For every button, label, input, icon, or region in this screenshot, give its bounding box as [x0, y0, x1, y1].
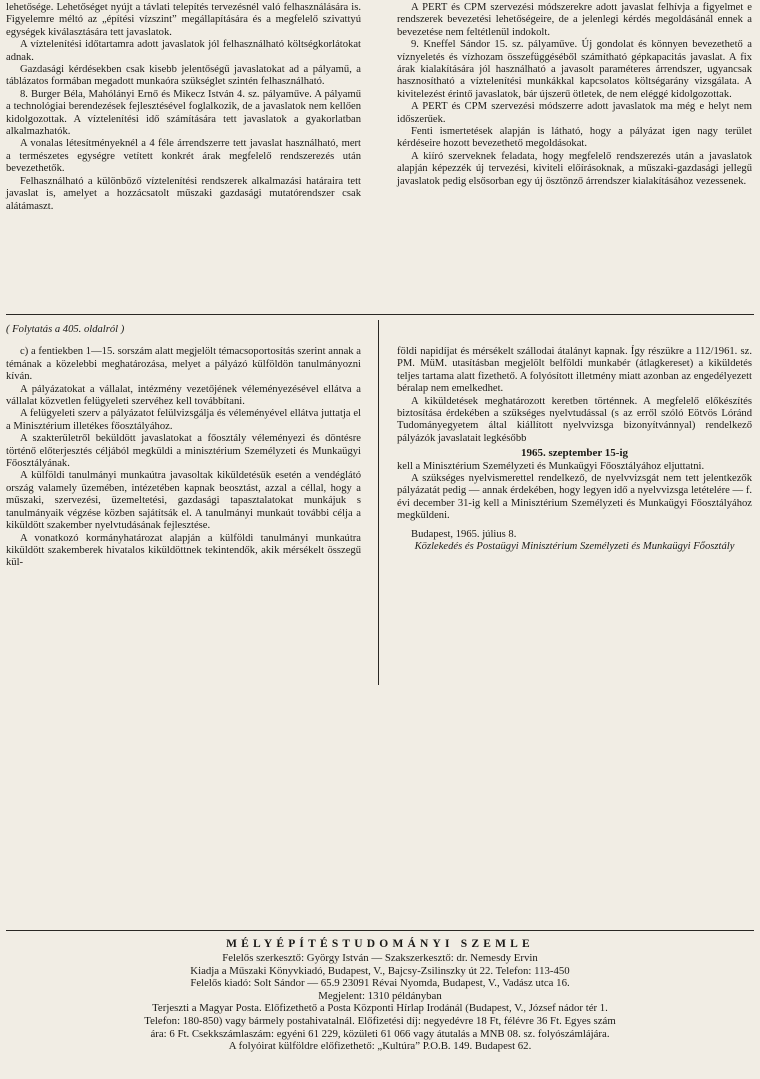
- paragraph: A szakterületről beküldött javaslatokat a főosztály véleményezi és döntésre történő előterjesztés céljából megküldi a minisztérium Személyzeti és Munkaügyi Főosztályának.: [6, 433, 361, 470]
- paragraph: földi napidíjat és mérsékelt szállodai átalányt kapnak. Így részükre a 112/1961. sz. PM. MüM. utasításban megjelölt belföldi munkabér (átlagkereset) a kiküldetés teljes tartama alatt fizethető. A folyósított illetmény miatt azonban az engedélyezett béralap nem emelkedhet.: [397, 346, 752, 395]
- imprint-line: A folyóirat külföldre előfizethető: „Kultúra” P.O.B. 149. Budapest 62.: [228, 1040, 532, 1053]
- imprint: [0, 938, 760, 1053]
- paragraph: c) a fentiekben 1—15. sorszám alatt megjelölt témacsoportosítás szerint annak a témának a közelebbi meghatározása, melyet a pályázó külföldön tanulmányozni kíván.: [6, 346, 361, 383]
- signature: Közlekedés és Postaügyi Minisztérium Személyzeti és Munkaügyi Főosztály: [414, 541, 735, 553]
- paragraph: A kiküldetések meghatározott keretben történnek. A megfelelő előkészítés biztosítása érdekében a szükséges nyelvtudással (s az erről szóló Eötvös Lóránd Tudományegyetem által kiállított nyelvvizsga bizonyítvánnyal) rendelkező pályázók javaslatait legkésőbb: [397, 395, 752, 444]
- paragraph: A kiíró szerveknek feladata, hogy megfelelő rendszerezés után a javaslatok alapján képezzék új tervezési, kiviteli előírásoknak, a műszaki-gazdasági jellegű javaslatok pedig elsősorban egy új ösztönző árrendszer kialakításához vezessenek.: [397, 150, 752, 187]
- paragraph: A vonalas létesítményeknél a 4 féle árrendszerre tett javaslat használható, mert a természetes egységre vetített konkrét árak megfelelő rendszerezés után bevezethetők.: [6, 138, 361, 175]
- paragraph: lehetősége. Lehetőséget nyújt a távlati telepítés tervezésnél való felhasználására is. Figyelemre méltó az „építési vízszint” megállapítására és a megfelelő szivattyú egységek kiválasztására tett javaslatok.: [6, 2, 361, 38]
- imprint-line: Telefon: 180-850) vagy bármely postahivatalnál. Előfizetési díj: negyedévre 18 Ft, félévre 36 Ft. Egyes szám: [144, 1014, 616, 1027]
- paragraph: 8. Burger Béla, Mahólányi Ernő és Mikecz István 4. sz. pályaműve. A pályamű a technológiai berendezések fejlesztésével foglalkozik, de a javaslatok nem kellően kidolgozottak. A víztelenítési idő számítására tett javaslatok a gyakorlatban alkalmazhatók.: [6, 88, 361, 138]
- paragraph: A PERT és CPM szervezési módszerekre adott javaslat felhívja a figyelmet e rendszerek bevezetési lehetőségeire, de a jelenlegi kérdés megoldásánál ennek a bevezetése nem feltétlenül indokolt.: [397, 2, 752, 38]
- place-date: Budapest, 1965. július 8.: [411, 528, 517, 540]
- announcement-column-right: [397, 346, 752, 554]
- column-divider: [378, 320, 379, 685]
- continuation-note: ( Folytatás a 405. oldalról ): [6, 324, 125, 335]
- paragraph: A PERT és CPM szervezési módszerre adott javaslatok ma még e helyt nem időszerűek.: [397, 101, 752, 125]
- paragraph: 9. Kneffel Sándor 15. sz. pályaműve. Új gondolat és könnyen bevezethető a víznyeletés és vízhozam összefüggéséből számítható gépkapacitás javaslat. A fix árak kialakítására jól használható a javasolt paraméteres árrendszer, ugyancsak hasznosítható a víztelenítési munkákkal kapcsolatos költségarány vizsgálata. A kivitelezést érintő javaslatok, bár újszerű ötletek, de nem eléggé kidolgozottak.: [397, 39, 752, 100]
- imprint-line: Terjeszti a Magyar Posta. Előfizethető a Posta Központi Hírlap Irodánál (Budapest, V., József nádor tér 1.: [152, 1002, 608, 1015]
- imprint-line: Megjelent: 1310 példányban: [318, 989, 442, 1002]
- article-column-right-top: [397, 2, 752, 188]
- paragraph: A külföldi tanulmányi munkaútra javasoltak kiküldetésük esetén a vendéglátó ország valamely üzemében, intézetében kapnak beosztást, azzal a céllal, hogy a műszaki, szervezési, üzemeltetési, gazdasági tapasztalatokat munkájuk s tanulmányaik végzése közben sajátítsák el. A tanulmányi munkaút további célja a kiküldött szakember nyelvtudásának fejlesztése.: [6, 470, 361, 532]
- paragraph: A felügyeleti szerv a pályázatot felülvizsgálja és véleményével ellátva juttatja el a Minisztérium illetékes főosztályához.: [6, 408, 361, 432]
- paragraph: A víztelenítési időtartamra adott javaslatok jól felhasználható költségkorlátokat adnak.: [6, 39, 361, 63]
- paragraph: A szükséges nyelvismerettel rendelkező, de nyelvvizsgát nem tett jelentkezők pályázatát pedig — annak érdekében, hogy legyen idő a nyelvvizsga letételére — f. évi december 31-ig kell a Minisztérium Személyzeti és Munkaügyi Főosztályához megküldeni.: [397, 473, 752, 522]
- paragraph: A vonatkozó kormányhatározat alapján a külföldi tanulmányi munkaútra kiküldött szakemberek hivatalos kiküldöttnek tekintendők, akik mérsékelt összegű kül-: [6, 532, 361, 569]
- paragraph: Fenti ismertetések alapján is látható, hogy a pályázat igen nagy terület kérdéseire hozott bevezethető megoldásokat.: [397, 126, 752, 150]
- article-column-left-top: [6, 2, 361, 213]
- paragraph: A pályázatokat a vállalat, intézmény vezetőjének véleményezésével ellátva a vállalat közvetlen felügyeleti szervéhez kell továbbítani.: [6, 383, 361, 408]
- imprint-line: Felelős kiadó: Solt Sándor — 65.9 23091 Révai Nyomda, Budapest, V., Vadász utca 16.: [190, 977, 570, 990]
- paragraph: Felhasználható a különböző víztelenítési rendszerek alkalmazási határaira tett javaslat is, amelyet a hozzácsatolt műszaki gazdasági mutatórendszer csak alátámaszt.: [6, 175, 361, 212]
- imprint-divider: [6, 930, 754, 931]
- paragraph: Gazdasági kérdésekben csak kisebb jelentőségű javaslatokat ad a pályamű, a táblázatos formában megadott munkaóra szükséglet szintén felhasználható.: [6, 64, 361, 88]
- announcement-column-left: [6, 324, 361, 570]
- journal-title: MÉLYÉPÍTÉSTUDOMÁNYI SZEMLE: [226, 938, 534, 950]
- imprint-line: Kiadja a Műszaki Könyvkiadó, Budapest, V., Bajcsy-Zsilinszky út 22. Telefon: 113-450: [190, 964, 570, 977]
- section-divider: [6, 314, 754, 315]
- deadline: 1965. szeptember 15-ig: [520, 447, 629, 460]
- imprint-line: Felelős szerkesztő: György István — Szakszerkesztő: dr. Nemesdy Ervin: [222, 952, 538, 964]
- imprint-line: ára: 6 Ft. Csekkszámlaszám: egyéni 61 229, közületi 61 066 vagy átutalás a MNB 08. sz. folyószámlájára.: [150, 1027, 610, 1040]
- paragraph: kell a Minisztérium Személyzeti és Munkaügyi Főosztályához eljuttatni.: [397, 460, 705, 472]
